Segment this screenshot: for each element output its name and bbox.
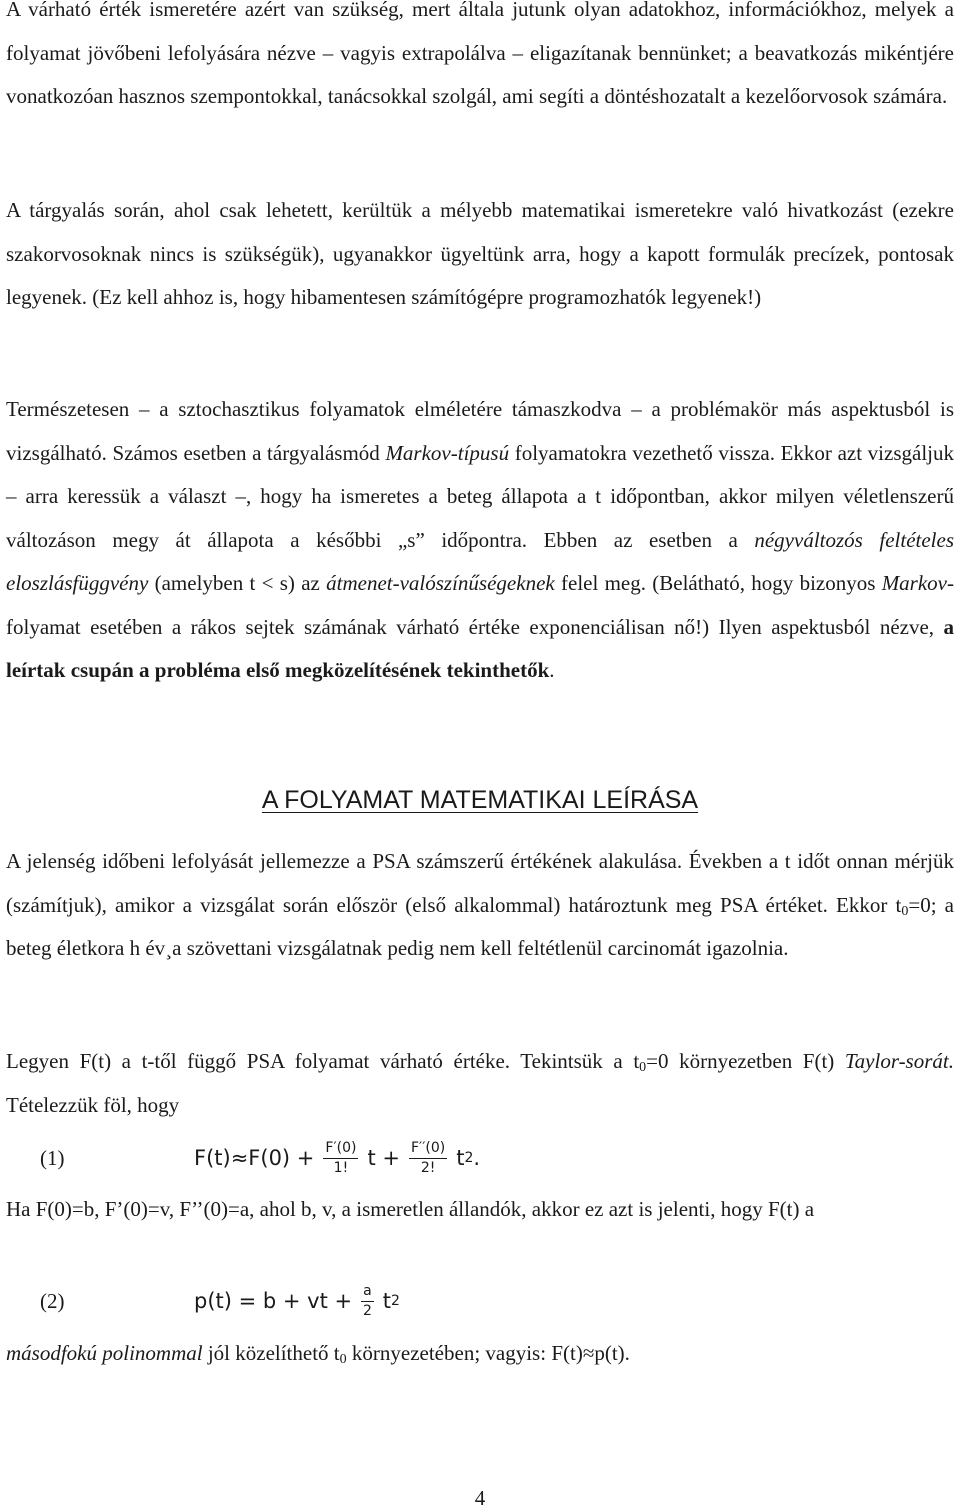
italic-term-quadratic-polynomial: másodfokú polinommal — [6, 1341, 203, 1365]
paragraph-text: felel meg. (Belátható, hogy bizonyos — [554, 571, 882, 595]
fraction-numerator: F′(0) — [323, 1140, 358, 1159]
paragraph-taylor-series — [6, 1040, 954, 1127]
bold-conclusion: a leírtak csupán a probléma első megközelítésének tekinthetők — [6, 614, 954, 682]
subscript: 0 — [901, 903, 909, 919]
fraction-numerator: a — [361, 1283, 374, 1302]
paragraph-text: A tárgyalás során, ahol csak lehetett, kerültük a mélyebb matematikai ismeretekre való hivatkozást (ezekre szakorvosoknak nincs is szükségük), ugyanakkor ügyeltünk arra, hogy a kapott formulák precízek, pontosak legyenek. (Ez kell ahhoz is, hogy hibamentesen számítógépre programozhatók legyenek!) — [6, 198, 954, 309]
equation-term: t — [382, 1289, 391, 1313]
paragraph-text: (amelyben t < s) az — [148, 571, 327, 595]
superscript: 2 — [390, 1293, 400, 1309]
paragraph-text: =0 környezetben F(t) — [646, 1049, 845, 1073]
fraction-denominator: 2 — [362, 1302, 372, 1319]
paragraph-text: . — [549, 658, 555, 682]
equation-term: t — [456, 1146, 465, 1170]
paragraph-text: Tételezzük föl, hogy — [6, 1092, 180, 1117]
equation-body — [194, 1279, 400, 1323]
paragraph-psa-definition — [6, 840, 954, 971]
equation-number: (2) — [40, 1289, 65, 1313]
italic-term-markov-type: Markov-típusú — [385, 440, 510, 465]
equation-term: t + — [367, 1146, 400, 1170]
italic-term-markov: Markov — [881, 571, 947, 595]
equation-term: p(t) = b + vt + — [194, 1289, 353, 1313]
page-number: 4 — [474, 1486, 486, 1510]
subscript: 0 — [339, 1352, 347, 1367]
equation-term: . — [473, 1146, 481, 1170]
paragraph-text: Legyen F(t) a t-től függő PSA folyamat várható értéke. Tekintsük a t — [6, 1049, 640, 1073]
paragraph-text: A jelenség időbeni lefolyását jellemezze a PSA számszerű értékének alakulása. Években a t időt onnan mérjük (számítjuk), amikor a vizsgálat során először (első alkalommal) határoztunk meg PSA értéket. Ekkor t — [6, 849, 954, 917]
paragraph-text: környezetében; vagyis: F(t)≈p(t). — [346, 1341, 630, 1365]
equation-1 — [6, 1136, 954, 1180]
equation-2 — [6, 1279, 954, 1323]
fraction — [323, 1140, 358, 1177]
subscript: 0 — [639, 1060, 647, 1075]
paragraph-text: =0; a beteg életkora h év¸a szövettani vizsgálatnak pedig nem kell feltétlenül carcinomát igazolnia. — [6, 892, 954, 960]
italic-term-taylor-series: Taylor-sorát. — [844, 1049, 954, 1073]
paragraph-stochastic-aspect — [6, 388, 954, 693]
superscript: 2 — [464, 1150, 474, 1166]
equation-body — [194, 1136, 480, 1180]
paragraph-text: Ha F(0)=b, F’(0)=v, F’’(0)=a, ahol b, v, a ismeretlen állandók, akkor ez azt is jelenti, hogy F(t) a — [6, 1197, 815, 1221]
fraction — [409, 1140, 447, 1177]
paragraph-text: jól közelíthető t — [202, 1341, 340, 1365]
italic-term-distribution-function: négyváltozós feltételes eloszlásfüggvény — [6, 527, 955, 595]
fraction-denominator: 2! — [420, 1159, 436, 1176]
paragraph-text: Természetesen – a sztochasztikus folyamatok elméletére támaszkodva – a problémakör más aspektusból is vizsgálható. Számos esetben a tárgyalásmód — [6, 397, 954, 465]
paragraph-text: -folyamat esetében a rákos sejtek számának várható értéke exponenciálisan nő!) Ilyen aspektusból nézve, — [6, 571, 954, 639]
paragraph-quadratic-polynomial — [6, 1332, 954, 1376]
fraction-denominator: 1! — [333, 1159, 349, 1176]
fraction — [361, 1283, 374, 1320]
paragraph-expected-value-purpose — [6, 0, 954, 119]
equation-number: (1) — [40, 1146, 65, 1170]
italic-term-transition-probabilities: átmenet-valószínűségeknek — [326, 571, 555, 595]
paragraph-treatment-approach — [6, 189, 954, 320]
equation-term: F(t)≈F(0) + — [194, 1146, 315, 1170]
section-heading: A FOLYAMAT MATEMATIKAI LEÍRÁSA — [261, 786, 699, 814]
paragraph-constants — [6, 1188, 954, 1232]
paragraph-text: folyamatokra vezethető vissza. Ekkor azt vizsgáljuk – arra keressük a választ –, hogy ha ismeretes a beteg állapota a t időpontban, akkor milyen véletlenszerű változáson megy át állapota a későbbi „s” időpontra. Ebben az esetben a — [6, 440, 954, 552]
fraction-numerator: F′′(0) — [409, 1140, 447, 1159]
paragraph-text: A várható érték ismeretére azért van szükség, mert általa jutunk olyan adatokhoz, információkhoz, melyek a folyamat jövőbeni lefolyására nézve – vagyis extrapolálva – eligazítanak bennünket; a beavatkozás mikéntjére vonatkozóan hasznos szempontokkal, tanácsokkal szolgál, ami segíti a döntéshozatalt a kezelőorvosok számára. — [6, 0, 954, 108]
